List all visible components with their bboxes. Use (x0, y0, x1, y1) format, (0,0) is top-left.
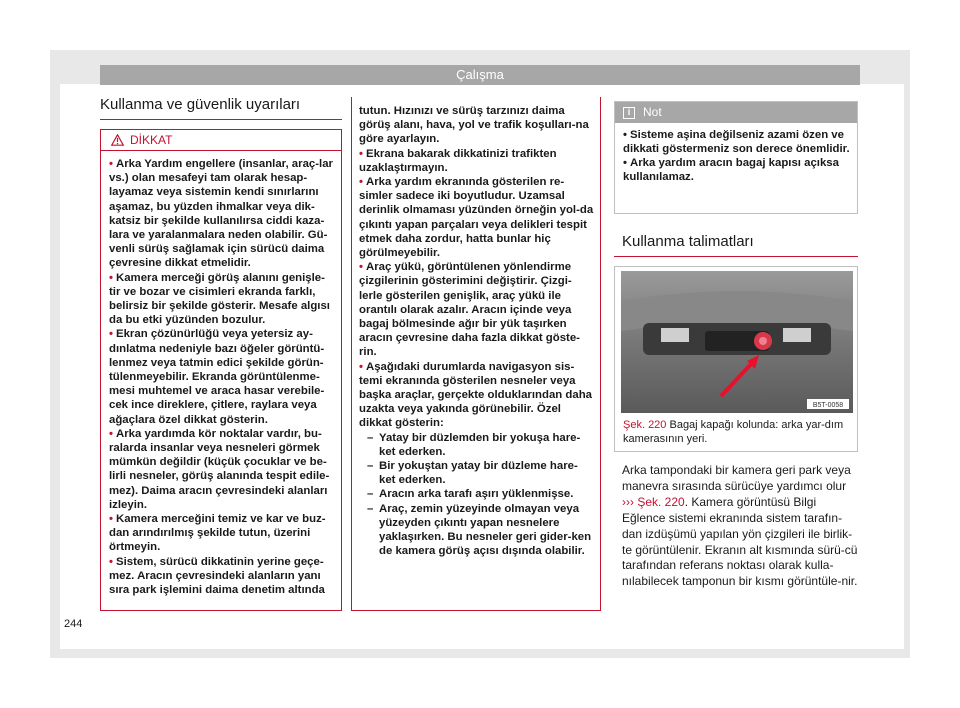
warning-item: • Ekrana bakarak dikkatinizi trafikten uzaklaştırmayın. (359, 147, 557, 174)
warning-header (101, 130, 341, 151)
note-body (615, 123, 857, 184)
sub-item: – Bir yokuştan yatay bir düzleme hare-ket ederken. (367, 460, 578, 487)
section-title: Kullanma ve güvenlik uyarıları (100, 96, 301, 113)
note-header (615, 102, 857, 123)
warning-item: • Kamera merceğini temiz ve kar ve buz-dan arındırılmış şekilde tutun, üzerini örtmeyin. (109, 513, 326, 554)
warning-item: • Aşağıdaki durumlarda navigasyon sis-temi ekranında gösterilen nesneler veya başka araçlar, gerçekte olduklarından daha uzakta veya yakında görünebilir. Özel dikkat gösterin: (359, 360, 592, 430)
warning-item: • Arka Yardım engellere (insanlar, araç-lar vs.) olan mesafeyi tam olarak hesap-layamaz veya sistemin kendi sınırlarını aşamaz, bu yüzden ihmalkar veya dik-katsiz bir şekilde kullanılırsa ciddi kaza-lara ve yaralanmalara neden olabilir. Gü-venli sürüş sağlamak için sürücü daima çevresine dikkat etmelidir. (109, 158, 333, 270)
note-item: • Arka yardım aracın bagaj kapısı açıksa kullanılamaz. (623, 157, 839, 183)
warning-body (101, 151, 341, 597)
warning-item: • Ekran çözünürlüğü veya yetersiz ay-dınlatma nedeniyle bazı öğeler görüntü-lenmez veya tatmin edici şekilde görün-tülenmeyebilir. Ekranda görüntülenme-mesi muhtemel ve araca hasar verebile-cek ince direklere, çitlere, raylara veya ağaçlara özel dikkat gösterin. (109, 328, 325, 426)
warning-continuation-body (352, 97, 600, 559)
warning-item: • Sistem, sürücü dikkatinin yerine geçe-mez. Aracın çevresindeki alanların yanı sıra park işlemini daima denetim altında (109, 555, 325, 597)
title-divider (100, 119, 342, 120)
warning-item: • Araç yükü, görüntülenen yönlendirme çizgilerinin gösterimini değiştirir. Çizgi-lerle gösterilen genişlik, araç yükü ile orantılı olarak azalır. Aracın içinde veya bagaj bölmesinde ağır bir yük taşırken aracın çevresine daha fazla dikkat göste-rin. (359, 261, 580, 359)
warning-heading: DİKKAT (130, 132, 173, 147)
warning-item: • Arka yardımda kör noktalar vardır, bu-ralarda insanlar veya nesneleri görmek mümkün değildir (küçük çocuklar ve be-lirli nesneler, görüş alanında tespit edile-mez). Daima aracın çevresindeki alanları izleyin. (109, 427, 330, 511)
figure-caption (623, 418, 851, 446)
figure-link[interactable]: ››› Şek. 220 (622, 494, 685, 509)
warning-item: • Arka yardım ekranında gösterilen re-simler sadece iki boyutludur. Uzamsal derinlik olmaması yüzünden örneğin yol-da çıkıntı yapan parçaları veya delikleri tespit etmek daha zordur, hatta bunlar hiç görülmeyebilir. (359, 176, 594, 260)
section-title: Kullanma talimatları (622, 233, 754, 250)
figure-reference: Şek. 220 (623, 419, 667, 431)
warning-continuation-box (351, 97, 601, 611)
continued-text: tutun. Hızınızı ve sürüş tarzınızı daima görüş alanı, hava, yol ve trafik koşulları-na göre ayarlayın. (359, 105, 589, 146)
sub-item: – Araç, zemin yüzeyinde olmayan veya yüzeyden çıkıntı yapan nesnelere yaklaşırken. Bu nesneler geri gider-ken de kamera görüş açısı dışında olabilir. (367, 502, 592, 558)
warning-box (100, 129, 342, 611)
note-box (614, 101, 858, 214)
figure (614, 266, 858, 452)
note-heading: Not (643, 105, 662, 119)
warning-triangle-icon (111, 134, 124, 146)
tailgate-camera-photo (621, 271, 853, 413)
note-item: • Sisteme aşina değilseniz azami özen ve dikkati göstermeniz son derece önemlidir. (623, 129, 850, 155)
page-number: 244 (64, 618, 83, 630)
info-icon: i (623, 107, 635, 119)
figure-code: B5T-0058 (812, 402, 844, 409)
body-paragraph: Arka tampondaki bir kamera geri park veya manevra sırasında sürücüye yardımcı olur ››› Şek. 220. Kamera görüntüsü Bilgi Eğlence sistemi ekranında sistem tarafın-dan izdüşümü yapılan yön çizgileri ile birlik-te görüntülenir. Ekranın alt kısmında sürü-cü tarafından referans noktası olarak kulla-nılabilecek tamponun bir kısmı görüntüle-nir. (622, 463, 858, 589)
sub-item: – Yatay bir düzlemden bir yokuşa hare-ket ederken. (367, 431, 581, 458)
title-divider (614, 256, 858, 257)
warning-item: • Kamera merceği görüş alanını genişle-tir ve bozar ve cisimleri ekranda farklı, belirsiz bir şekilde gösterir. Mesafe algısı da bu etki yüzünden bozulur. (109, 271, 330, 327)
section-header: Çalışma (100, 65, 860, 85)
sub-item: – Aracın arka tarafı aşırı yüklenmişse. (367, 488, 574, 501)
figure-caption-text: Bagaj kapağı kolunda: arka yar-dım kamerasının yeri. (623, 419, 844, 445)
